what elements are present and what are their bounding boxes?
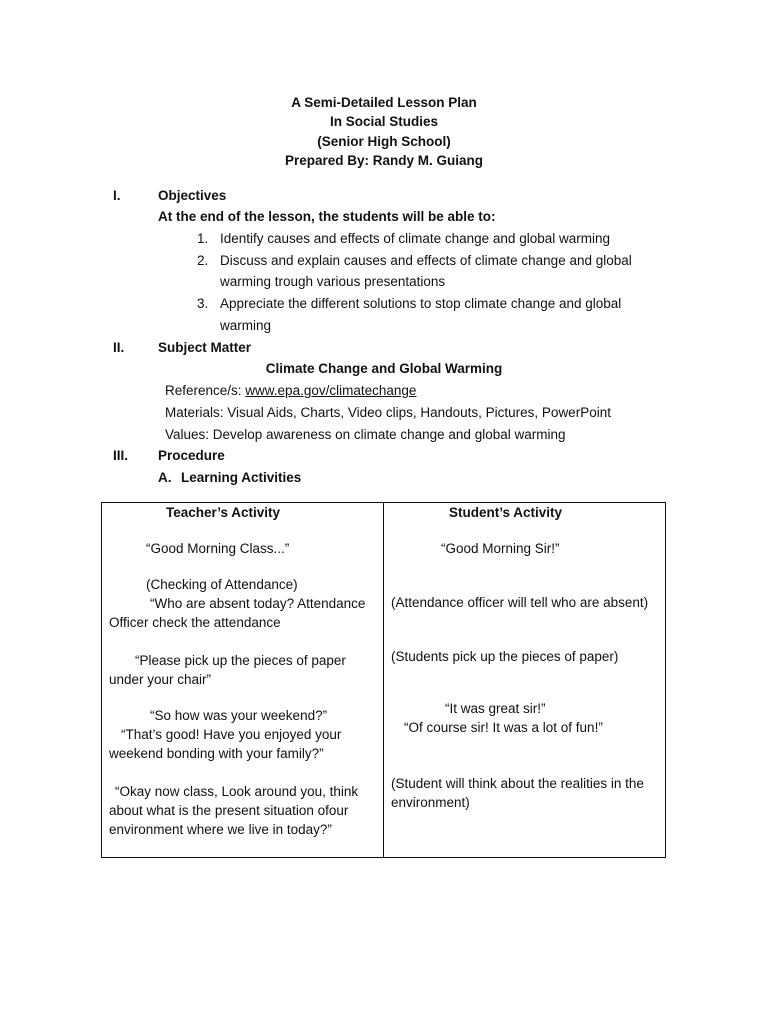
doc-level: (Senior High School) <box>317 134 451 149</box>
section-title-objectives: Objectives <box>158 188 227 203</box>
teacher-activity: “So how was your weekend?” <box>150 708 328 723</box>
section-title-procedure: Procedure <box>158 448 225 463</box>
objective-number: 2. <box>197 253 209 268</box>
student-activity: “It was great sir!” <box>445 701 546 716</box>
objective-number: 1. <box>197 231 209 246</box>
objective-text-continued: warming <box>220 318 272 333</box>
teacher-activity: (Checking of Attendance) <box>146 577 298 592</box>
section-numeral-subject: II. <box>113 340 125 355</box>
student-activity: (Attendance officer will tell who are absent) <box>391 595 649 610</box>
values-line: Values: Develop awareness on climate change and global warming <box>165 427 566 442</box>
reference-label: Reference/s: <box>165 383 246 398</box>
objective-text: Identify causes and effects of climate change and global warming <box>220 231 610 246</box>
objective-number: 3. <box>197 296 209 311</box>
reference-link[interactable]: www.epa.gov/climatechange <box>245 383 417 398</box>
student-activity: “Of course sir! It was a lot of fun!” <box>404 720 603 735</box>
teacher-activity: Officer check the attendance <box>109 615 281 630</box>
table-column-divider <box>383 502 384 858</box>
objective-text: Discuss and explain causes and effects of climate change and global <box>220 253 632 268</box>
teacher-activity: “Okay now class, Look around you, think <box>115 784 359 799</box>
objective-text: Appreciate the different solutions to stop climate change and global <box>220 296 622 311</box>
teacher-activity: about what is the present situation ofour <box>109 803 349 818</box>
student-activity: (Students pick up the pieces of paper) <box>391 649 619 664</box>
teacher-activity: environment where we live in today?” <box>109 822 332 837</box>
section-title-subject: Subject Matter <box>158 340 252 355</box>
teacher-activity: “Who are absent today? Attendance <box>150 596 366 611</box>
teacher-column-header: Teacher’s Activity <box>166 505 281 520</box>
student-activity: environment) <box>391 795 470 810</box>
teacher-activity: under your chair” <box>109 672 212 687</box>
student-activity: “Good Morning Sir!” <box>441 541 560 556</box>
materials-line: Materials: Visual Aids, Charts, Video clips, Handouts, Pictures, PowerPoint <box>165 405 611 420</box>
teacher-activity: “That’s good! Have you enjoyed your <box>121 727 342 742</box>
section-numeral-objectives: I. <box>113 188 121 203</box>
objective-text-continued: warming trough various presentations <box>220 274 446 289</box>
objectives-intro: At the end of the lesson, the students will be able to: <box>158 209 496 224</box>
teacher-activity: weekend bonding with your family?” <box>109 746 324 761</box>
section-numeral-procedure: III. <box>113 448 129 463</box>
subject-topic: Climate Change and Global Warming <box>265 361 503 376</box>
teacher-activity: “Good Morning Class...” <box>146 541 290 556</box>
doc-subject: In Social Studies <box>329 114 439 129</box>
teacher-activity: “Please pick up the pieces of paper <box>135 653 346 668</box>
doc-title: A Semi-Detailed Lesson Plan <box>291 95 477 110</box>
subsection-letter: A. <box>158 470 172 485</box>
student-activity: (Student will think about the realities in the <box>391 776 644 791</box>
subsection-title: Learning Activities <box>181 470 302 485</box>
student-column-header: Student’s Activity <box>449 505 563 520</box>
doc-author: Prepared By: Randy M. Guiang <box>284 153 484 168</box>
reference-line <box>165 382 416 400</box>
